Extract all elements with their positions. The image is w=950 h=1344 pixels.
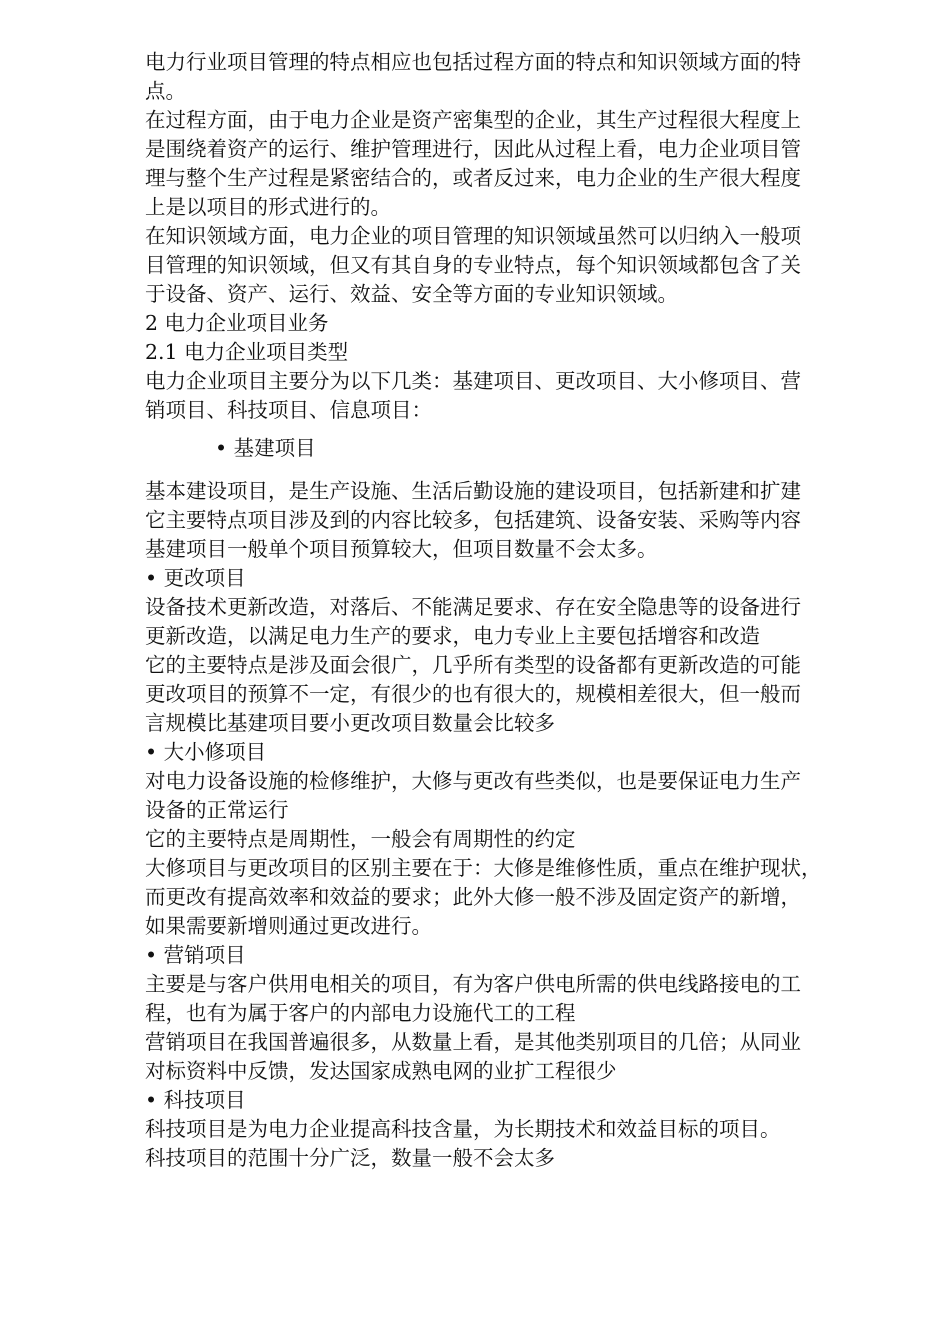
paragraph-line: 电力行业项目管理的特点相应也包括过程方面的特点和知识领域方面的特 [145,50,801,74]
paragraph-line: 设备技术更新改造，对落后、不能满足要求、存在安全隐患等的设备进行 [145,595,801,619]
paragraph-line: 对标资料中反馈，发达国家成熟电网的业扩工程很少 [145,1059,617,1083]
bullet-heading: • 大小修项目 [145,740,267,764]
paragraph-line: 科技项目是为电力企业提高科技含量，为长期技术和效益目标的项目。 [145,1117,781,1141]
paragraph-line: 科技项目的范围十分广泛，数量一般不会太多 [145,1146,555,1170]
bullet-heading: • 营销项目 [145,943,246,967]
paragraph-line: 主要是与客户供用电相关的项目，有为客户供电所需的供电线路接电的工 [145,972,801,996]
paragraph-line: 对电力设备设施的检修维护，大修与更改有些类似，也是要保证电力生产 [145,769,801,793]
bullet-heading: • 科技项目 [145,1088,246,1112]
paragraph-line: 它的主要特点是涉及面会很广，几乎所有类型的设备都有更新改造的可能 [145,653,801,677]
paragraph-line: 目管理的知识领域，但又有其自身的专业特点，每个知识领域都包含了关 [145,253,801,277]
paragraph-line: 在过程方面，由于电力企业是资产密集型的企业，其生产过程很大程度上 [145,108,801,132]
subsection-heading: 2.1 电力企业项目类型 [145,340,349,364]
paragraph-line: 如果需要新增则通过更改进行。 [145,914,432,938]
paragraph-line: 言规模比基建项目要小更改项目数量会比较多 [145,711,555,735]
paragraph-line: 它的主要特点是周期性，一般会有周期性的约定 [145,827,576,851]
bullet-heading: • 基建项目 [215,436,316,460]
paragraph-line: 电力企业项目主要分为以下几类：基建项目、更改项目、大小修项目、营 [145,369,801,393]
paragraph-line: 大修项目与更改项目的区别主要在于：大修是维修性质，重点在维护现状， [145,856,822,880]
paragraph-line: 基建项目一般单个项目预算较大，但项目数量不会太多。 [145,537,658,561]
document-body [145,48,875,1173]
paragraph-line: 销项目、科技项目、信息项目： [145,398,432,422]
paragraph-line: 理与整个生产过程是紧密结合的，或者反过来，电力企业的生产很大程度 [145,166,801,190]
paragraph-line: 基本建设项目，是生产设施、生活后勤设施的建设项目，包括新建和扩建 [145,479,801,503]
paragraph-line: 于设备、资产、运行、效益、安全等方面的专业知识领域。 [145,282,678,306]
paragraph-line: 点。 [145,79,186,103]
paragraph-line: 设备的正常运行 [145,798,289,822]
paragraph-line: 更改项目的预算不一定，有很少的也有很大的，规模相差很大，但一般而 [145,682,801,706]
paragraph-line: 更新改造，以满足电力生产的要求，电力专业上主要包括增容和改造 [145,624,760,648]
bullet-heading: • 更改项目 [145,566,246,590]
paragraph-line: 程，也有为属于客户的内部电力设施代工的工程 [145,1001,576,1025]
section-heading: 2 电力企业项目业务 [145,311,329,335]
paragraph-line: 上是以项目的形式进行的。 [145,195,391,219]
paragraph-line: 在知识领域方面，电力企业的项目管理的知识领域虽然可以归纳入一般项 [145,224,801,248]
paragraph-line: 营销项目在我国普遍很多，从数量上看，是其他类别项目的几倍；从同业 [145,1030,801,1054]
paragraph-line: 它主要特点项目涉及到的内容比较多，包括建筑、设备安装、采购等内容 [145,508,801,532]
paragraph-line: 是围绕着资产的运行、维护管理进行，因此从过程上看，电力企业项目管 [145,137,801,161]
paragraph-line: 而更改有提高效率和效益的要求；此外大修一般不涉及固定资产的新增， [145,885,801,909]
